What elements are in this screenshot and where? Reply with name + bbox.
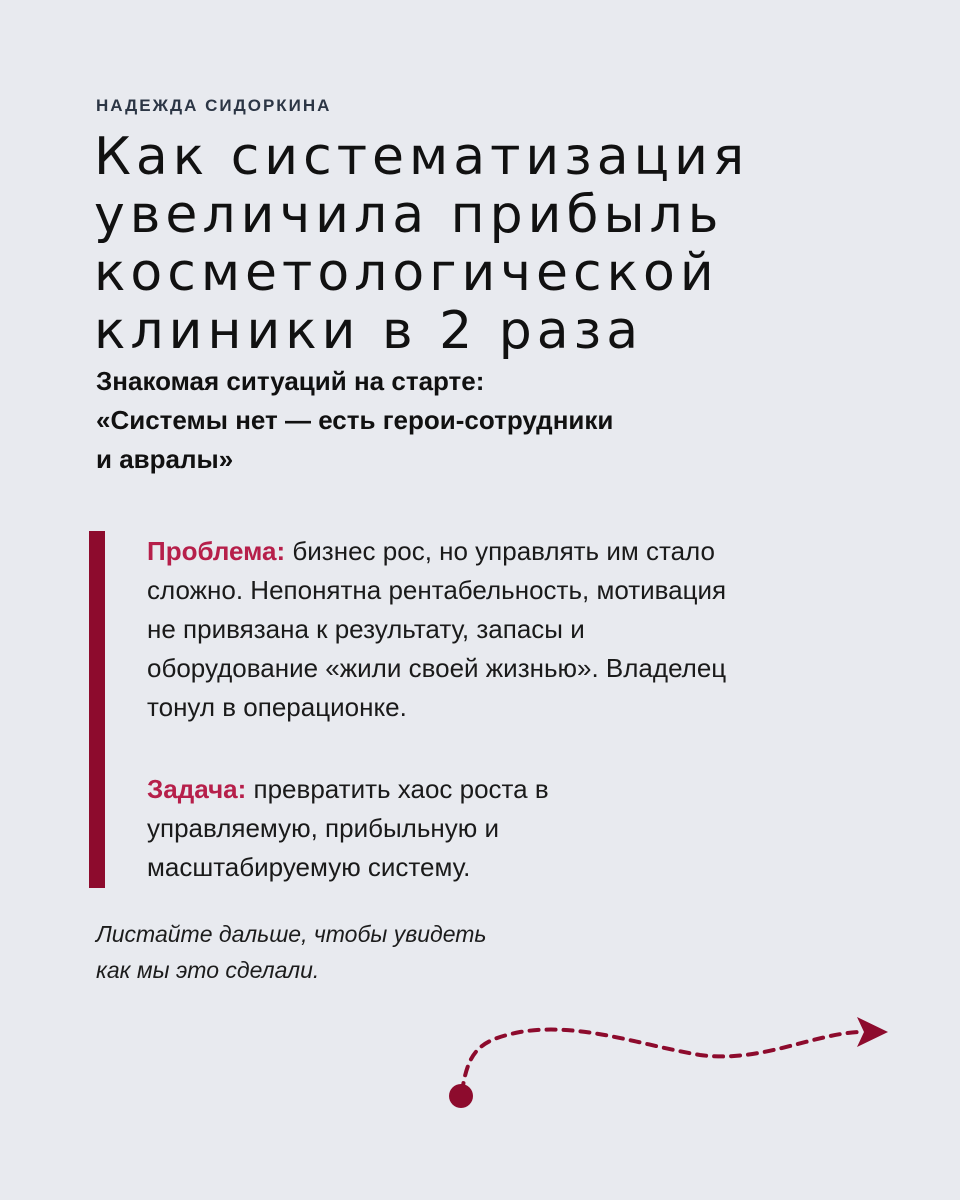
arrow-dashed-path (462, 1030, 858, 1092)
swipe-hint-line: Листайте дальше, чтобы увидеть (96, 921, 487, 947)
task-label: Задача: (147, 774, 247, 804)
paragraph-text: превратить хаос роста в (246, 774, 549, 804)
subtitle (96, 362, 856, 479)
paragraph-line: масштабируемую систему. (147, 852, 471, 882)
subtitle-line: и авралы» (96, 444, 234, 474)
swipe-hint (96, 916, 487, 988)
paragraph-line: сложно. Непонятна рентабельность, мотивация (147, 575, 727, 605)
arrow-head (857, 1017, 888, 1047)
paragraph-line (147, 532, 907, 571)
swipe-hint-line: как мы это сделали. (96, 957, 320, 983)
task-paragraph (147, 770, 907, 887)
paragraph-line: управляемую, прибыльную и (147, 813, 500, 843)
paragraph-line: не привязана к результату, запасы и (147, 614, 585, 644)
paragraph-text: бизнес рос, но управлять им стало (285, 536, 715, 566)
title-line: Как систематизация (94, 127, 750, 187)
subtitle-line: «Системы нет — есть герои-сотрудники (96, 405, 614, 435)
title-line: косметологической (94, 243, 719, 303)
author-name: НАДЕЖДА СИДОРКИНА (96, 96, 332, 115)
subtitle-line: Знакомая ситуаций на старте: (96, 366, 485, 396)
title-line: клиники в 2 раза (94, 301, 644, 361)
quote-accent-bar (89, 531, 105, 888)
page-title (94, 128, 914, 360)
problem-label: Проблема: (147, 536, 286, 566)
arrow-start-dot (449, 1084, 473, 1108)
paragraph-line: тонул в операционке. (147, 692, 407, 722)
paragraph-line: оборудование «жили своей жизнью». Владелец (147, 653, 727, 683)
problem-paragraph (147, 532, 907, 727)
title-line: увеличила прибыль (94, 185, 724, 245)
paragraph-line (147, 770, 907, 809)
